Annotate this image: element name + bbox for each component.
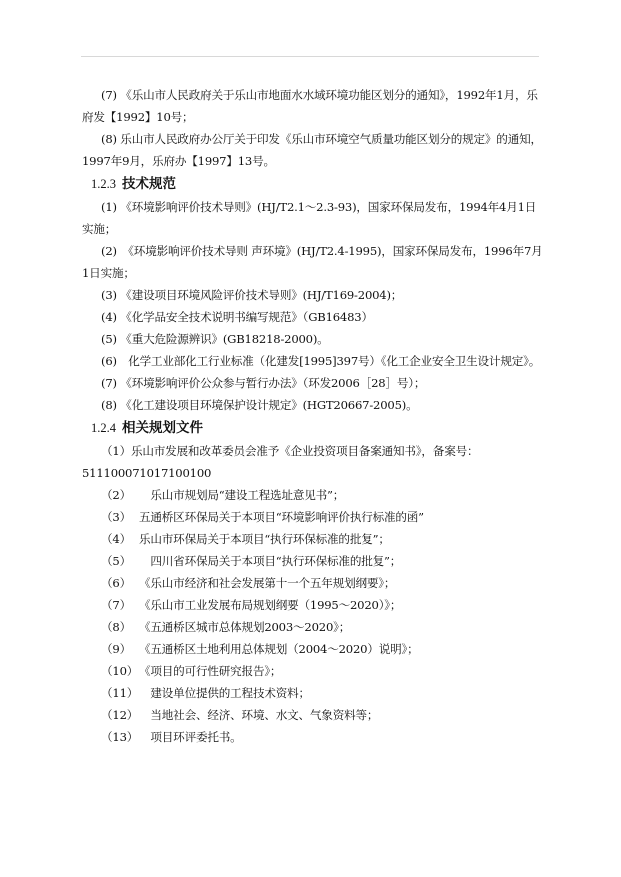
plan-item	[82, 704, 544, 726]
plan-item-text: 四川省环保局关于本项目“执行环保标准的批复”；	[139, 554, 402, 568]
section-title: 技术规范	[122, 176, 176, 192]
plan-item-text: 《乐山市工业发展布局规划纲要（1995～2020）》；	[139, 598, 402, 612]
regulation-item-7: (7) 《乐山市人民政府关于乐山市地面水水域环境功能区划分的通知》，1992年1月，乐府发【1992】10号；	[82, 88, 538, 124]
tech-item-8: (8) 《化工建设项目环境保护设计规定》(HGT20667-2005)。	[101, 398, 418, 412]
plan-item-number: （5）	[101, 554, 131, 568]
plan-item-number: （6）	[101, 576, 131, 590]
section-number: 1.2.4	[91, 421, 116, 435]
plan-item-number: （2）	[101, 488, 131, 502]
tech-item-7: (7) 《环境影响评价公众参与暂行办法》（环发2006［28］号）；	[101, 376, 426, 390]
plan-item-text: 《五通桥区土地利用总体规划（2004～2020）说明》；	[139, 642, 419, 656]
plan-item	[82, 660, 544, 682]
tech-item-3: (3) 《建设项目环境风险评价技术导则》(HJ/T169-2004)；	[101, 288, 403, 302]
plan-item-text: 五通桥区环保局关于本项目“环境影响评价执行标准的函”	[139, 510, 424, 524]
plan-item-text: 当地社会、经济、环境、水文、气象资料等；	[139, 708, 379, 722]
plan-item	[82, 506, 544, 528]
plan-item	[82, 682, 544, 704]
regulation-item-8: (8) 乐山市人民政府办公厅关于印发《乐山市环境空气质量功能区划分的规定》的通知，1997年9月，乐府办【1997】13号。	[82, 132, 542, 168]
plan-item-number: （9）	[101, 642, 131, 656]
plan-item	[82, 484, 544, 506]
plan-item-1: （1）乐山市发展和改革委员会准予《企业投资项目备案通知书》，备案号：511100071017100100	[82, 444, 479, 480]
plan-item	[82, 528, 544, 550]
plan-item	[82, 726, 544, 748]
section-number: 1.2.3	[91, 177, 116, 191]
plan-item-number: （13）	[101, 730, 139, 744]
plan-item-number: （3）	[101, 510, 131, 524]
plan-item	[82, 594, 544, 616]
plan-item-text: 乐山市规划局“建设工程选址意见书”；	[139, 488, 345, 502]
plan-item	[82, 616, 544, 638]
plan-item-number: （11）	[101, 686, 139, 700]
tech-item-2: (2) 《环境影响评价技术导则 声环境》(HJ/T2.4-1995)，国家环保局发布，1996年7月1日实施；	[82, 244, 543, 280]
plan-item-text: 《项目的可行性研究报告》；	[139, 664, 282, 678]
plan-item-number: （12）	[101, 708, 139, 722]
tech-item-4: (4) 《化学品安全技术说明书编写规范》（GB16483）	[101, 310, 373, 324]
plan-item	[82, 638, 544, 660]
plan-item-text: 项目环评委托书。	[139, 730, 242, 744]
plan-item-number: （7）	[101, 598, 131, 612]
plan-item	[82, 572, 544, 594]
tech-item-5: (5) 《重大危险源辨识》(GB18218-2000)。	[101, 332, 329, 346]
plan-item-number: （4）	[101, 532, 131, 546]
header-rule	[81, 56, 539, 57]
tech-item-1: (1) 《环境影响评价技术导则》(HJ/T2.1～2.3-93)，国家环保局发布，1994年4月1日实施；	[82, 200, 537, 236]
plan-item-number: （10）	[101, 664, 139, 678]
section-title: 相关规划文件	[122, 420, 203, 436]
section-heading-tech-specs	[82, 172, 544, 196]
plan-item-text: 乐山市环保局关于本项目“执行环保标准的批复”；	[139, 532, 390, 546]
section-heading-planning-docs	[82, 416, 544, 440]
plan-item-text: 《五通桥区城市总体规划2003～2020》；	[139, 620, 351, 634]
plan-item-text: 《乐山市经济和社会发展第十一个五年规划纲要》；	[139, 576, 396, 590]
document-body	[82, 84, 544, 748]
plan-item	[82, 550, 544, 572]
plan-item-text: 建设单位提供的工程技术资料；	[139, 686, 310, 700]
tech-item-6: (6) 化学工业部化工行业标准（化建发[1995]397号）《化工企业安全卫生设计规定》。	[101, 354, 541, 368]
plan-item-number: （8）	[101, 620, 131, 634]
